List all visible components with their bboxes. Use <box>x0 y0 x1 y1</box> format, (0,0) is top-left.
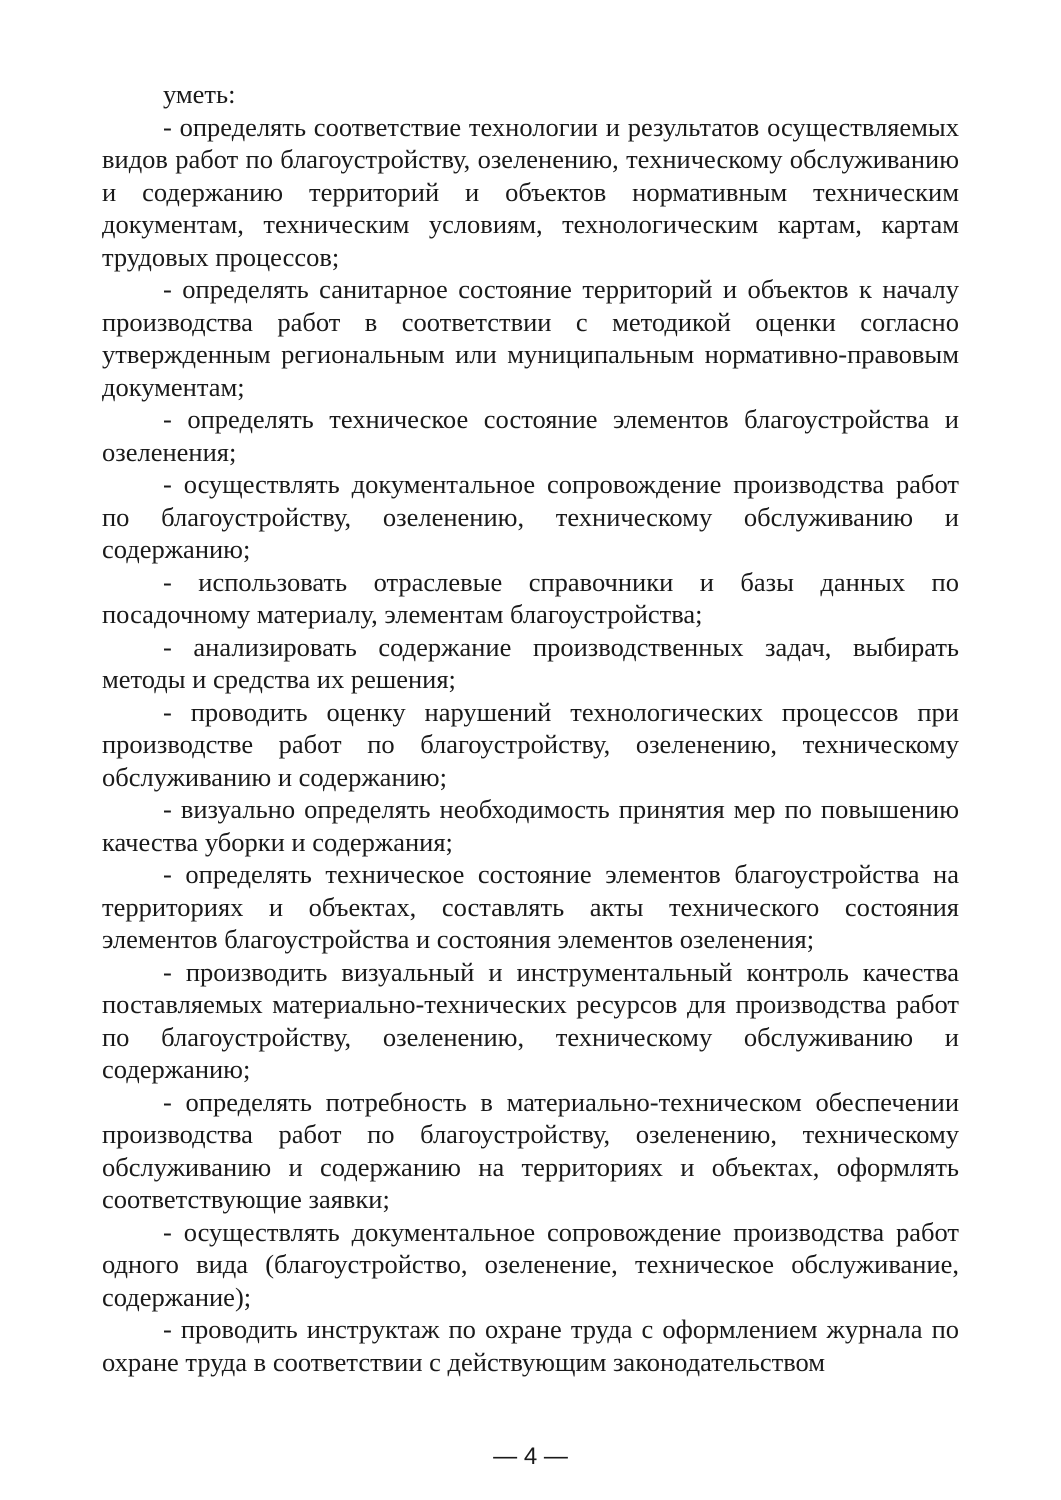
intro-line: уметь: <box>163 79 236 109</box>
list-item: - определять техническое состояние элементов благоустройства и озеленения; <box>102 404 959 467</box>
list-item: - проводить оценку нарушений технологических процессов при производстве работ по благоустройству, озеленению, техническому обслуживанию и содержанию; <box>102 696 959 792</box>
page-body <box>102 78 959 1378</box>
list-item: - определять потребность в материально-техническом обеспечении производства работ по благоустройству, озеленению, техническому обслуживанию и содержанию на территориях и объектах, оформлять соответствующие заявки; <box>102 1086 959 1214</box>
list-item: - определять соответствие технологии и результатов осуществляемых видов работ по благоустройству, озеленению, техническому обслуживанию и содержанию территорий и объектов нормативным техническим документам, техническим условиям, технологическим картам, картам трудовых процессов; <box>102 111 959 272</box>
list-item: - проводить инструктаж по охране труда с оформлением журнала по охране труда в соответствии с действующим законодательством <box>102 1314 959 1377</box>
list-item: - визуально определять необходимость принятия мер по повышению качества уборки и содержания; <box>102 794 959 857</box>
list-item: - производить визуальный и инструментальный контроль качества поставляемых материально-технических ресурсов для производства работ по благоустройству, озеленению, техническому обслуживанию и содержанию; <box>102 956 959 1084</box>
list-item: - определять техническое состояние элементов благоустройства на территориях и объектах, составлять акты технического состояния элементов благоустройства и состояния элементов озеленения; <box>102 859 959 954</box>
list-item: - анализировать содержание производственных задач, выбирать методы и средства их решения; <box>102 631 959 694</box>
list-item: - осуществлять документальное сопровождение производства работ по благоустройству, озеленению, техническому обслуживанию и содержанию; <box>102 469 959 564</box>
list-item: - использовать отраслевые справочники и базы данных по посадочному материалу, элементам благоустройства; <box>102 566 959 629</box>
list-item: - определять санитарное состояние территорий и объектов к началу производства работ в соответствии с методикой оценки согласно утвержденным региональным или муниципальным нормативно-правовым документам; <box>102 274 959 402</box>
page-number: — 4 — <box>493 1443 568 1470</box>
list-item: - осуществлять документальное сопровождение производства работ одного вида (благоустройство, озеленение, техническое обслуживание, содержание); <box>102 1216 959 1312</box>
